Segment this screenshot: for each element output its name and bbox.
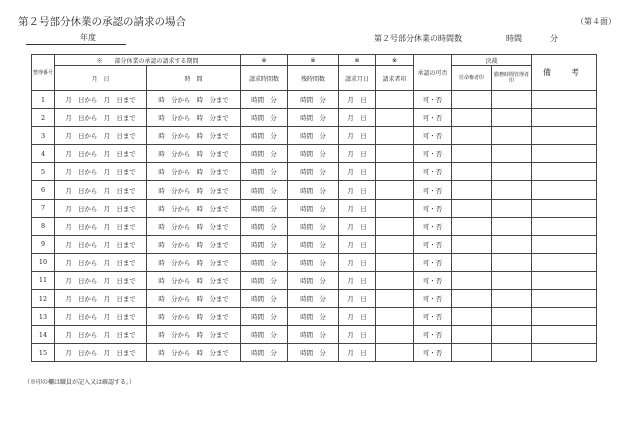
row-number: 5 [32, 163, 55, 181]
header-request-date: 請求月日 [339, 66, 376, 91]
date-range-cell[interactable]: 月 日から 月 日まで [55, 199, 147, 217]
request-date-cell[interactable]: 月 日 [339, 109, 376, 127]
ninmei-seal-cell[interactable] [452, 344, 492, 362]
table-row [32, 235, 597, 253]
header-mark-seal: ※ [376, 55, 414, 66]
table-row [32, 109, 597, 127]
table-row [32, 127, 597, 145]
table-row [32, 217, 597, 235]
table-row [32, 199, 597, 217]
requester-seal-cell[interactable] [376, 181, 414, 199]
row-number: 12 [32, 290, 55, 308]
row-number: 7 [32, 199, 55, 217]
remaining-hours-cell[interactable]: 時間 分 [288, 308, 339, 326]
request-hours-cell[interactable]: 時間 分 [241, 91, 288, 109]
request-date-cell[interactable]: 月 日 [339, 271, 376, 289]
requester-seal-cell[interactable] [376, 127, 414, 145]
request-hours-cell[interactable]: 時間 分 [241, 109, 288, 127]
request-hours-cell[interactable]: 時間 分 [241, 344, 288, 362]
year-label: 年度 [80, 33, 96, 42]
request-date-cell[interactable]: 月 日 [339, 163, 376, 181]
ninmei-seal-cell[interactable] [452, 308, 492, 326]
kinmu-seal-cell[interactable] [492, 199, 532, 217]
row-number: 13 [32, 308, 55, 326]
biko-cell[interactable] [532, 271, 597, 289]
year-field[interactable] [26, 32, 126, 45]
time-range-cell[interactable]: 時 分から 時 分まで [147, 326, 241, 344]
date-range-cell[interactable]: 月 日から 月 日まで [55, 127, 147, 145]
kinmu-seal-cell[interactable] [492, 145, 532, 163]
ninmei-seal-cell[interactable] [452, 181, 492, 199]
request-hours-cell[interactable]: 時間 分 [241, 181, 288, 199]
remaining-hours-cell[interactable]: 時間 分 [288, 145, 339, 163]
biko-cell[interactable] [532, 199, 597, 217]
approval-cell[interactable]: 可・否 [414, 109, 452, 127]
request-hours-cell[interactable]: 時間 分 [241, 308, 288, 326]
biko-cell[interactable] [532, 326, 597, 344]
time-range-cell[interactable]: 時 分から 時 分まで [147, 109, 241, 127]
ninmei-seal-cell[interactable] [452, 217, 492, 235]
time-range-cell[interactable]: 時 分から 時 分まで [147, 181, 241, 199]
date-range-cell[interactable]: 月 日から 月 日まで [55, 344, 147, 362]
table-row [32, 181, 597, 199]
leave-request-table [31, 54, 597, 362]
header-remaining: 残時間数 [288, 66, 339, 91]
time-range-cell[interactable]: 時 分から 時 分まで [147, 199, 241, 217]
biko-cell[interactable] [532, 127, 597, 145]
table-row [32, 344, 597, 362]
table-row [32, 91, 597, 109]
remaining-hours-cell[interactable]: 時間 分 [288, 253, 339, 271]
kinmu-seal-cell[interactable] [492, 290, 532, 308]
table-row [32, 271, 597, 289]
kinmu-seal-cell[interactable] [492, 91, 532, 109]
biko-cell[interactable] [532, 109, 597, 127]
kinmu-seal-cell[interactable] [492, 326, 532, 344]
request-date-cell[interactable]: 月 日 [339, 217, 376, 235]
biko-cell[interactable] [532, 308, 597, 326]
approval-cell[interactable]: 可・否 [414, 163, 452, 181]
ninmei-seal-cell[interactable] [452, 199, 492, 217]
approval-cell[interactable]: 可・否 [414, 145, 452, 163]
requester-seal-cell[interactable] [376, 253, 414, 271]
ninmei-seal-cell[interactable] [452, 326, 492, 344]
request-date-cell[interactable]: 月 日 [339, 91, 376, 109]
biko-cell[interactable] [532, 253, 597, 271]
row-number: 2 [32, 109, 55, 127]
time-range-cell[interactable]: 時 分から 時 分まで [147, 163, 241, 181]
remaining-hours-cell[interactable]: 時間 分 [288, 199, 339, 217]
requester-seal-cell[interactable] [376, 344, 414, 362]
header-requester-seal: 請求者印 [376, 66, 414, 91]
page-title: 第２号部分休業の承認の請求の場合 [18, 16, 186, 28]
remaining-hours-cell[interactable]: 時間 分 [288, 181, 339, 199]
approval-cell[interactable]: 可・否 [414, 326, 452, 344]
request-date-cell[interactable]: 月 日 [339, 235, 376, 253]
row-number: 1 [32, 91, 55, 109]
table-row [32, 253, 597, 271]
date-range-cell[interactable]: 月 日から 月 日まで [55, 271, 147, 289]
time-range-cell[interactable]: 時 分から 時 分まで [147, 235, 241, 253]
approval-cell[interactable]: 可・否 [414, 217, 452, 235]
time-range-cell[interactable]: 時 分から 時 分まで [147, 217, 241, 235]
remaining-hours-cell[interactable]: 時間 分 [288, 326, 339, 344]
request-hours-cell[interactable]: 時間 分 [241, 253, 288, 271]
ninmei-seal-cell[interactable] [452, 145, 492, 163]
kinmu-seal-cell[interactable] [492, 181, 532, 199]
remaining-hours-cell[interactable]: 時間 分 [288, 271, 339, 289]
date-range-cell[interactable]: 月 日から 月 日まで [55, 308, 147, 326]
row-number: 6 [32, 181, 55, 199]
header-date: 月 日 [55, 66, 147, 91]
table-row [32, 163, 597, 181]
header-approval: 承認の可否 [414, 55, 452, 91]
row-number: 9 [32, 235, 55, 253]
requester-seal-cell[interactable] [376, 145, 414, 163]
ninmei-seal-cell[interactable] [452, 271, 492, 289]
request-hours-cell[interactable]: 時間 分 [241, 235, 288, 253]
header-mark-date: ※ [339, 55, 376, 66]
quota-time-field[interactable] [506, 33, 586, 44]
requester-seal-cell[interactable] [376, 235, 414, 253]
quota-hours-label: 時間 [506, 34, 522, 43]
biko-cell[interactable] [532, 145, 597, 163]
approval-cell[interactable]: 可・否 [414, 235, 452, 253]
ninmei-seal-cell[interactable] [452, 91, 492, 109]
biko-cell[interactable] [532, 181, 597, 199]
table-body [32, 91, 597, 362]
request-date-cell[interactable]: 月 日 [339, 344, 376, 362]
header-kessai: 決裁 [452, 55, 532, 66]
row-number: 11 [32, 271, 55, 289]
date-range-cell[interactable]: 月 日から 月 日まで [55, 217, 147, 235]
date-range-cell[interactable]: 月 日から 月 日まで [55, 109, 147, 127]
request-hours-cell[interactable]: 時間 分 [241, 199, 288, 217]
biko-cell[interactable] [532, 235, 597, 253]
row-number: 4 [32, 145, 55, 163]
date-range-cell[interactable]: 月 日から 月 日まで [55, 326, 147, 344]
kinmu-seal-cell[interactable] [492, 235, 532, 253]
kinmu-seal-cell[interactable] [492, 271, 532, 289]
ninmei-seal-cell[interactable] [452, 290, 492, 308]
header-biko: 備 考 [532, 55, 597, 91]
ninmei-seal-cell[interactable] [452, 127, 492, 145]
table-row [32, 308, 597, 326]
kinmu-seal-cell[interactable] [492, 308, 532, 326]
kinmu-seal-cell[interactable] [492, 253, 532, 271]
header-ninmei: 任命権者印 [452, 66, 492, 91]
biko-cell[interactable] [532, 344, 597, 362]
row-number: 3 [32, 127, 55, 145]
ninmei-seal-cell[interactable] [452, 163, 492, 181]
row-number: 8 [32, 217, 55, 235]
quota-minutes-label: 分 [550, 34, 558, 43]
approval-cell[interactable]: 可・否 [414, 253, 452, 271]
approval-cell[interactable]: 可・否 [414, 290, 452, 308]
ninmei-seal-cell[interactable] [452, 235, 492, 253]
kinmu-seal-cell[interactable] [492, 217, 532, 235]
remaining-hours-cell[interactable]: 時間 分 [288, 235, 339, 253]
request-date-cell[interactable]: 月 日 [339, 290, 376, 308]
table-row [32, 326, 597, 344]
request-hours-cell[interactable]: 時間 分 [241, 217, 288, 235]
biko-cell[interactable] [532, 290, 597, 308]
approval-cell[interactable]: 可・否 [414, 344, 452, 362]
header-kinmu: 勤務時間管理者印 [492, 66, 532, 91]
row-number: 14 [32, 326, 55, 344]
date-range-cell[interactable]: 月 日から 月 日まで [55, 181, 147, 199]
request-hours-cell[interactable]: 時間 分 [241, 326, 288, 344]
request-date-cell[interactable]: 月 日 [339, 145, 376, 163]
request-hours-cell[interactable]: 時間 分 [241, 290, 288, 308]
quota-label: 第２号部分休業の時間数 [374, 34, 462, 43]
remaining-hours-cell[interactable]: 時間 分 [288, 91, 339, 109]
biko-cell[interactable] [532, 217, 597, 235]
date-range-cell[interactable]: 月 日から 月 日まで [55, 145, 147, 163]
remaining-hours-cell[interactable]: 時間 分 [288, 344, 339, 362]
requester-seal-cell[interactable] [376, 109, 414, 127]
biko-cell[interactable] [532, 91, 597, 109]
requester-seal-cell[interactable] [376, 163, 414, 181]
requester-seal-cell[interactable] [376, 199, 414, 217]
table-row [32, 290, 597, 308]
time-range-cell[interactable]: 時 分から 時 分まで [147, 145, 241, 163]
date-range-cell[interactable]: 月 日から 月 日まで [55, 163, 147, 181]
ninmei-seal-cell[interactable] [452, 253, 492, 271]
time-range-cell[interactable]: 時 分から 時 分まで [147, 344, 241, 362]
header-seiri-bango: 整理番号 [32, 55, 55, 91]
table-row [32, 145, 597, 163]
page-number: （第４面） [576, 17, 616, 26]
date-range-cell[interactable]: 月 日から 月 日まで [55, 235, 147, 253]
approval-cell[interactable]: 可・否 [414, 308, 452, 326]
request-hours-cell[interactable]: 時間 分 [241, 271, 288, 289]
row-number: 10 [32, 253, 55, 271]
request-date-cell[interactable]: 月 日 [339, 181, 376, 199]
mark: ※ [96, 57, 103, 65]
remaining-hours-cell[interactable]: 時間 分 [288, 109, 339, 127]
request-hours-cell[interactable]: 時間 分 [241, 127, 288, 145]
remaining-hours-cell[interactable]: 時間 分 [288, 127, 339, 145]
approval-cell[interactable]: 可・否 [414, 199, 452, 217]
request-date-cell[interactable]: 月 日 [339, 253, 376, 271]
approval-cell[interactable]: 可・否 [414, 127, 452, 145]
remaining-hours-cell[interactable]: 時間 分 [288, 163, 339, 181]
requester-seal-cell[interactable] [376, 308, 414, 326]
request-hours-cell[interactable]: 時間 分 [241, 145, 288, 163]
request-date-cell[interactable]: 月 日 [339, 308, 376, 326]
header-period [55, 55, 241, 66]
kinmu-seal-cell[interactable] [492, 109, 532, 127]
requester-seal-cell[interactable] [376, 326, 414, 344]
time-range-cell[interactable]: 時 分から 時 分まで [147, 271, 241, 289]
row-number: 15 [32, 344, 55, 362]
request-date-cell[interactable]: 月 日 [339, 127, 376, 145]
ninmei-seal-cell[interactable] [452, 109, 492, 127]
approval-cell[interactable]: 可・否 [414, 181, 452, 199]
header-mark-remaining: ※ [288, 55, 339, 66]
date-range-cell[interactable]: 月 日から 月 日まで [55, 253, 147, 271]
remaining-hours-cell[interactable]: 時間 分 [288, 217, 339, 235]
time-range-cell[interactable]: 時 分から 時 分まで [147, 127, 241, 145]
request-date-cell[interactable]: 月 日 [339, 199, 376, 217]
requester-seal-cell[interactable] [376, 217, 414, 235]
header-time: 時 間 [147, 66, 241, 91]
time-range-cell[interactable]: 時 分から 時 分まで [147, 308, 241, 326]
header-period-label: 部分休業の承認の請求する期間 [114, 57, 199, 65]
approval-cell[interactable]: 可・否 [414, 91, 452, 109]
remaining-hours-cell[interactable]: 時間 分 [288, 290, 339, 308]
time-range-cell[interactable]: 時 分から 時 分まで [147, 290, 241, 308]
date-range-cell[interactable]: 月 日から 月 日まで [55, 91, 147, 109]
kinmu-seal-cell[interactable] [492, 127, 532, 145]
kinmu-seal-cell[interactable] [492, 163, 532, 181]
date-range-cell[interactable]: 月 日から 月 日まで [55, 290, 147, 308]
approval-cell[interactable]: 可・否 [414, 271, 452, 289]
biko-cell[interactable] [532, 163, 597, 181]
requester-seal-cell[interactable] [376, 290, 414, 308]
requester-seal-cell[interactable] [376, 271, 414, 289]
time-range-cell[interactable]: 時 分から 時 分まで [147, 253, 241, 271]
header-request-hours: 請求時間数 [241, 66, 288, 91]
footnote: （※印の欄は職員が記入又は確認する。） [24, 379, 136, 386]
kinmu-seal-cell[interactable] [492, 344, 532, 362]
request-date-cell[interactable]: 月 日 [339, 326, 376, 344]
time-range-cell[interactable]: 時 分から 時 分まで [147, 91, 241, 109]
header-mark-hours: ※ [241, 55, 288, 66]
request-hours-cell[interactable]: 時間 分 [241, 163, 288, 181]
requester-seal-cell[interactable] [376, 91, 414, 109]
